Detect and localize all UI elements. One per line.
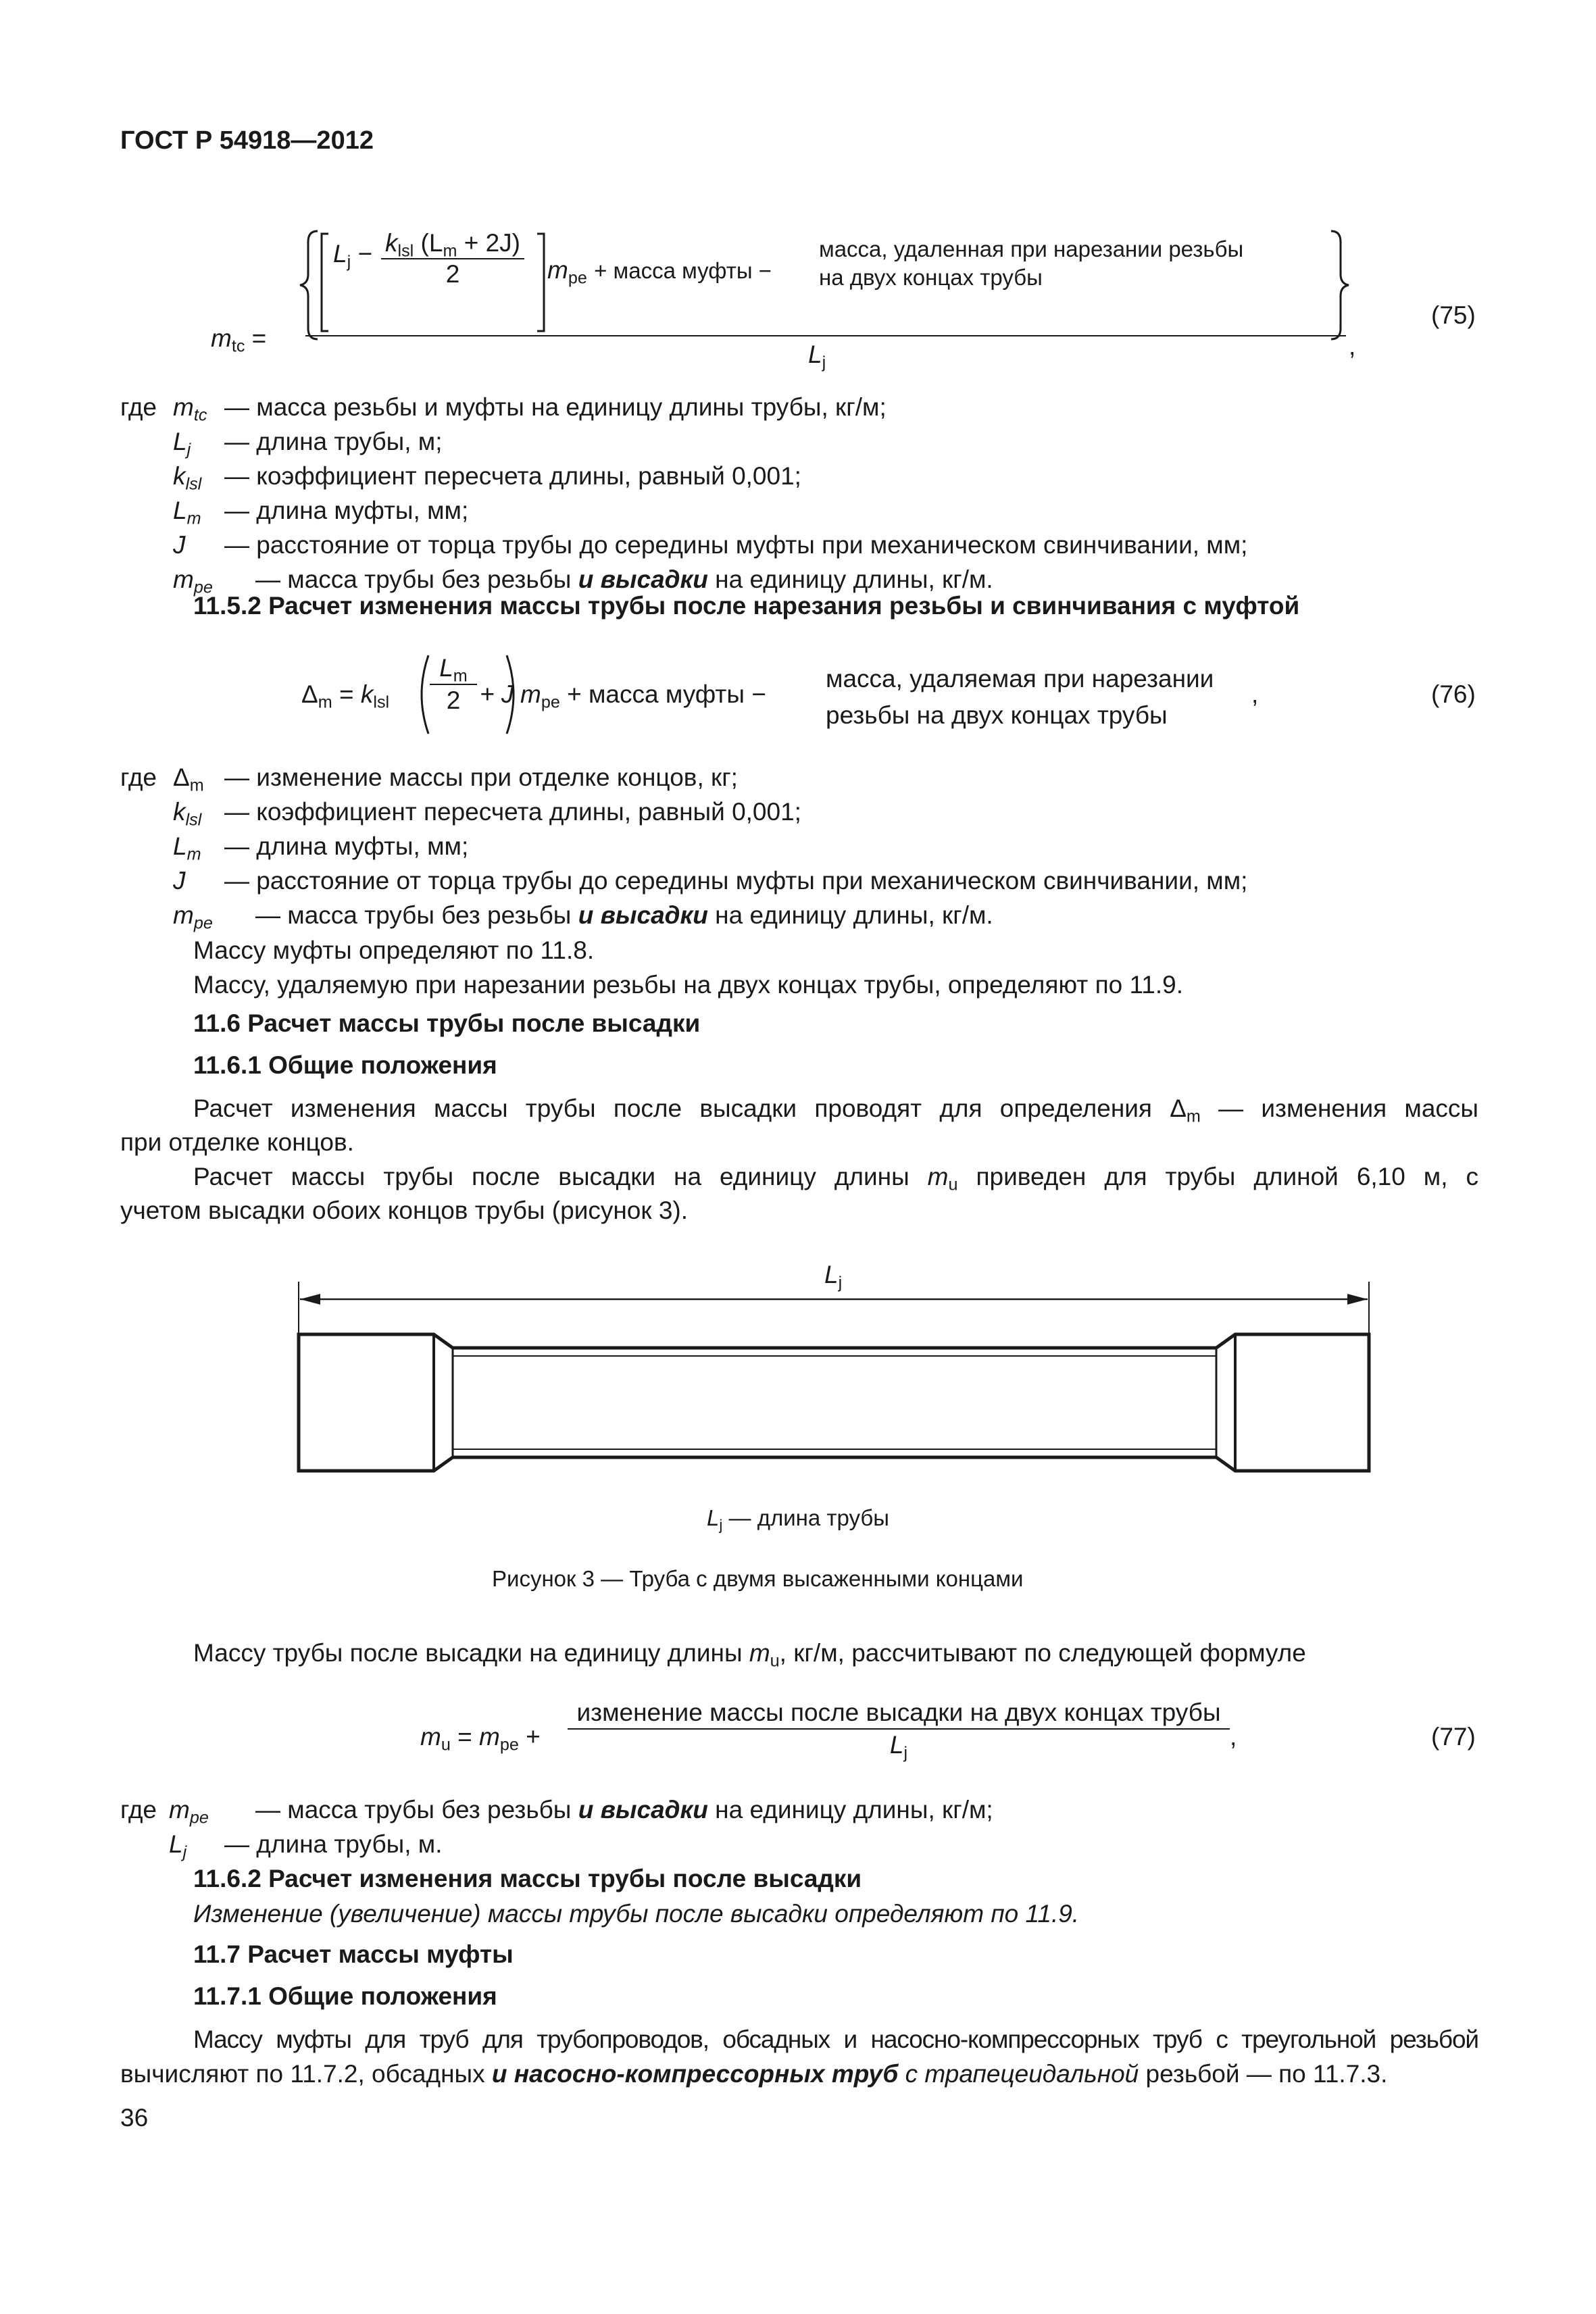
eq77-fraction: изменение массы после высадки на двух концах трубы $L_j$ [568, 1697, 1230, 1761]
eq75-denominator: $L_j$ [808, 341, 826, 372]
paragraph-upset-mass-per-length: Расчет массы трубы после высадки на единицу длины $m_u$ приведен для трубы длиной 6,10 м, с [193, 1163, 1479, 1194]
eq77-lhs: $m_u = m_{pe}$ + [420, 1723, 541, 1755]
eq75-mpe-plus-coupling: $m_{pe}$ + масса муфты − [547, 256, 772, 288]
paragraph-upset-mass-change: Расчет изменения массы трубы после высадки проводят для определения $\Delta_m$ — изменения массы [193, 1095, 1478, 1126]
eq75-lhs: $m_{tc}$ = [211, 324, 267, 356]
eq76-removed-mass: масса, удаляемая при нарезании резьбы на двух концах трубы [826, 665, 1214, 729]
eq75-comma: , [1349, 332, 1356, 360]
section-heading-11-6-1: 11.6.1 Общие положения [193, 1051, 497, 1079]
eq76-mpe-plus-coupling: $m_{pe}$ + масса муфты − [520, 680, 766, 712]
eq75-fraction-line [305, 335, 1346, 336]
paragraph-upset-mass-change-line2: при отделке концов. [120, 1128, 354, 1156]
section-heading-11-5-2: 11.5.2 Расчет изменения массы трубы после нарезания резьбы и свинчивания с муфтой [193, 592, 1300, 620]
figure-dimension-label: $L_j$ [824, 1261, 843, 1292]
eq76-number: (76) [1431, 680, 1476, 708]
section-heading-11-7-1: 11.7.1 Общие положения [193, 1982, 497, 2010]
page-number: 36 [120, 2104, 149, 2132]
paragraph-coupling-mass: Массу муфты определяют по 11.8. [193, 936, 595, 964]
figure-legend: $L_j$ — длина трубы [707, 1505, 889, 1534]
eq75-L-minus: $L_j$ − [333, 240, 373, 272]
eq76-fraction: $L_m$ 2 [430, 653, 477, 716]
section-heading-11-6: 11.6 Расчет массы трубы после высадки [193, 1009, 701, 1037]
eq77-number: (77) [1431, 1723, 1476, 1751]
eq76-comma: , [1251, 680, 1259, 708]
section-heading-11-6-2: 11.6.2 Расчет изменения массы трубы после высадки [193, 1865, 862, 1892]
eq76-plus-J: + J [480, 680, 514, 708]
paragraph-coupling-mass-methods: Массу муфты для труб для трубопроводов, обсадных и насосно-компрессорных труб с треугольной резьбой [193, 2026, 1478, 2053]
eq76-lhs: $\Delta_m = k_{lsl}$ [301, 680, 390, 712]
section-heading-11-7: 11.7 Расчет массы муфты [193, 1940, 514, 1968]
pipe-drawing [291, 1280, 1378, 1483]
eq75-removed-mass: масса, удаленная при нарезании резьбы на двух концах трубы [819, 236, 1244, 290]
paragraph-removed-mass: Массу, удаляемую при нарезании резьбы на двух концах трубы, определяют по 11.9. [193, 971, 1184, 999]
eq75-inner-fraction: $k_{lsl}$ $(L_m + 2J)$ 2 [378, 228, 527, 289]
eq77-comma: , [1230, 1723, 1237, 1751]
eq75-number: (75) [1431, 301, 1476, 329]
paragraph-upset-mass-per-length-line2: учетом высадки обоих концов трубы (рисунок 3). [120, 1197, 689, 1224]
paragraph-11-6-2: Изменение (увеличение) массы трубы после высадки определяют по 11.9. [193, 1900, 1080, 1928]
document-code: ГОСТ Р 54918—2012 [120, 126, 374, 155]
paragraph-coupling-mass-methods-line2: вычисляют по 11.7.2, обсадных и насосно-компрессорных труб с трапецеидальной резьбой — по 11.7.3. [120, 2060, 1388, 2088]
paragraph-formula-intro: Массу трубы после высадки на единицу длины $m_u$, кг/м, рассчитывают по следующей формуле [193, 1639, 1306, 1671]
figure-caption: Рисунок 3 — Труба с двумя высаженными концами [492, 1566, 1024, 1591]
